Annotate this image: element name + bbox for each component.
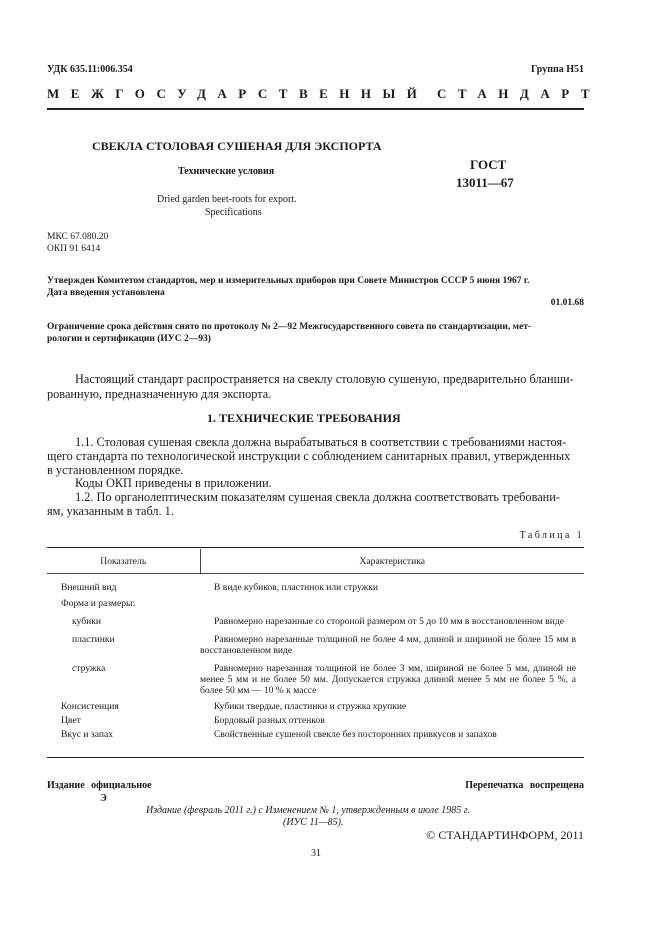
okp-code: ОКП 91 6414 [47,244,101,254]
english-title: Dried garden beet-roots for export. [157,194,297,205]
table-header-row [47,549,584,574]
restriction-line-1: Ограничение срока действия снято по протоколу № 2—92 Межгосударственного совета по стандартизации, мет- [47,322,532,332]
introduction-date: 01.01.68 [550,298,584,308]
introduction-label: Дата введения установлена [47,288,165,298]
edition-mark: Э [100,793,107,804]
spec-table [47,549,584,740]
indicator-cell: пластинки [72,634,115,645]
table-row [47,574,584,594]
table-row [47,726,584,740]
document-title: СВЕКЛА СТОЛОВАЯ СУШЕНАЯ ДЛЯ ЭКСПОРТА [92,139,382,153]
characteristic-cell: Бордовый разных оттенков [214,715,325,726]
table-bottom-rule [47,757,584,758]
group-code: Группа Н51 [531,64,584,75]
banner-interstate: МЕЖГОСУДАРСТВЕННЫЙ [47,86,429,101]
restriction-line-2: рологии и сертификации (ИУС 2—93) [47,334,211,344]
characteristic-cell: Свойственные сушеной свекле без посторонних привкусов и запахов [214,729,497,740]
mks-code: МКС 67.080.20 [47,232,109,242]
edition-official: Издание официальное [47,780,152,791]
characteristic-cell: Кубики твердые, пластинки и стружка хрупкие [214,701,407,712]
characteristic-cell: Равномерно нарезанные со стороной размером от 5 до 10 мм в восстановленном виде [214,616,564,627]
p11-line-1: 1.1. Столовая сушеная свекла должна вырабатываться в соответствии с требованиями настоя- [75,435,567,449]
table-row [47,712,584,726]
p11-okp-note: Коды ОКП приведены в приложении. [75,476,272,490]
english-subtitle: Specifications [205,207,262,218]
p11-line-3: в установленном порядке. [47,463,184,477]
table-row [47,656,584,696]
header-indicator: Показатель [47,549,200,574]
gost-label: ГОСТ [470,157,507,172]
approval-text: Утвержден Комитетом стандартов, мер и измерительных приборов при Совете Министров СССР 5 июня 1967 г. [47,276,530,286]
table-row [47,627,584,656]
intro-line-1: Настоящий стандарт распространяется на свеклу столовую сушеную, предварительно бланши- [75,372,574,386]
indicator-cell: стружка [72,663,106,674]
document-subtitle: Технические условия [178,166,275,177]
indicator-cell: Цвет [61,715,81,726]
intro-line-2: рованную, предназначенную для экспорта. [47,387,272,401]
udk-code: УДК 635.11:006.354 [47,64,133,75]
header-rule [47,108,584,110]
banner-standard: СТАНДАРТ [437,86,602,101]
table-top-rule [47,547,584,548]
page-number: 31 [311,848,321,859]
characteristic-cell: Равномерно нарезанная толщиной не более 3 мм, шириной не более 5 мм, длиной не менее 5 мм и не более 50 мм. Допускается стружка длиной менее 5 мм не более 5 %, а более 50 мм — 10 % к массе [200,663,576,696]
section-1-title: 1. ТЕХНИЧЕСКИЕ ТРЕБОВАНИЯ [207,411,401,425]
p12-line-1: 1.2. По органолептическим показателям сушеная свекла должна соответствовать требовани- [75,490,560,504]
edition-note-line-1: Издание (февраль 2011 г.) с Изменением № 1, утвержденным в июле 1985 г. [146,805,471,816]
gost-number: 13011—67 [456,175,514,190]
header-characteristic: Характеристика [200,549,584,574]
indicator-cell: кубики [72,616,102,627]
p11-line-2: щего стандарта по технологической инструкции с соблюдением санитарных правил, утвержденных [47,449,571,463]
table-row [47,696,584,712]
reprint-prohibited: Перепечатка воспрещена [465,780,584,791]
p12-line-2: ям, указанным в табл. 1. [47,504,174,518]
indicator-cell: Вкус и запах [61,729,114,740]
copyright: © СТАНДАРТИНФОРМ, 2011 [426,828,584,842]
indicator-cell: Консистенция [61,701,119,712]
table-row [47,609,584,627]
edition-note-line-2: (ИУС 11—85). [283,817,344,828]
table-caption: Таблица 1 [519,530,584,541]
characteristic-cell: Равномерно нарезанные толщиной не более 4 мм, длиной и шириной не более 15 мм в восстановленном виде [200,634,576,656]
characteristic-cell: В виде кубиков, пластинок или стружки [214,582,379,593]
indicator-cell: Форма и размеры: [61,598,136,609]
indicator-cell: Внешний вид [61,582,117,593]
table-row [47,593,584,609]
